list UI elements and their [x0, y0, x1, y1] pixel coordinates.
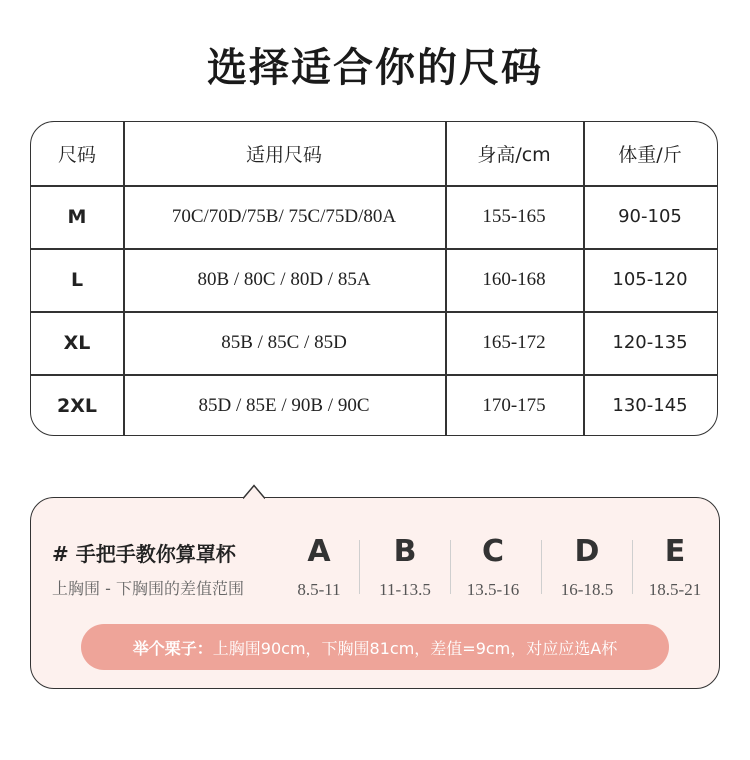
example-label: 举个栗子： — [132, 638, 213, 658]
header-size: 尺码 — [57, 144, 96, 166]
height-cell: 160-168 — [482, 268, 546, 290]
height-cell: 170-175 — [482, 394, 546, 416]
header-height: 身高/cm — [477, 144, 551, 166]
fits-cell: 70C/70D/75B/ 75C/75D/80A — [171, 205, 397, 227]
cup-column-b — [361, 534, 449, 600]
fits-cell: 85B / 85C / 85D — [221, 331, 347, 353]
cup-guide-title: # 手把手教你算罩杯 — [52, 542, 236, 566]
cup-letter: B — [393, 534, 417, 569]
cup-divider — [541, 540, 542, 594]
fits-cell: 85D / 85E / 90B / 90C — [198, 394, 370, 416]
height-cell: 155-165 — [482, 205, 546, 227]
weight-cell: 105-120 — [612, 269, 688, 290]
weight-cell: 120-135 — [612, 332, 688, 353]
cup-letter: D — [574, 534, 600, 569]
cup-column-e — [631, 534, 719, 600]
table-row — [31, 311, 717, 374]
cup-range: 16-18.5 — [560, 580, 614, 599]
weight-cell: 90-105 — [618, 206, 682, 227]
table-row — [31, 185, 717, 248]
column-divider — [123, 122, 125, 435]
size-cell: 2XL — [57, 394, 97, 417]
column-divider — [583, 122, 585, 435]
table-header-row — [31, 122, 717, 185]
cup-divider — [359, 540, 360, 594]
size-cell: M — [67, 205, 87, 228]
example-text: 上胸围90cm，下胸围81cm，差值=9cm，对应应选A杯 — [212, 638, 618, 658]
header-weight: 体重/斤 — [618, 144, 682, 166]
cup-letter: C — [481, 534, 505, 569]
cup-range: 18.5-21 — [648, 580, 702, 599]
size-table — [30, 121, 718, 436]
cup-guide-panel — [30, 497, 720, 689]
weight-cell: 130-145 — [612, 395, 688, 416]
cup-column-a — [275, 534, 363, 600]
cup-range: 8.5-11 — [297, 580, 341, 599]
fits-cell: 80B / 80C / 80D / 85A — [197, 268, 371, 290]
cup-range: 13.5-16 — [466, 580, 520, 599]
row-divider — [31, 248, 717, 250]
cup-range: 11-13.5 — [379, 580, 431, 599]
size-cell: XL — [63, 331, 91, 354]
cup-guide-subtitle: 上胸围 - 下胸围的差值范围 — [52, 579, 244, 598]
row-divider — [31, 311, 717, 313]
row-divider — [31, 374, 717, 376]
cup-letter: A — [307, 534, 331, 569]
speech-bubble-notch — [243, 484, 265, 506]
column-divider — [445, 122, 447, 435]
cup-letter: E — [664, 534, 686, 569]
cup-column-c — [449, 534, 537, 600]
header-fits: 适用尺码 — [245, 144, 322, 166]
cup-column-d — [543, 534, 631, 600]
row-divider — [31, 185, 717, 187]
page-title: 选择适合你的尺码 — [207, 45, 543, 91]
table-row — [31, 248, 717, 311]
example-pill — [81, 624, 669, 670]
size-cell: L — [70, 268, 84, 291]
table-row — [31, 374, 717, 436]
height-cell: 165-172 — [482, 331, 546, 353]
